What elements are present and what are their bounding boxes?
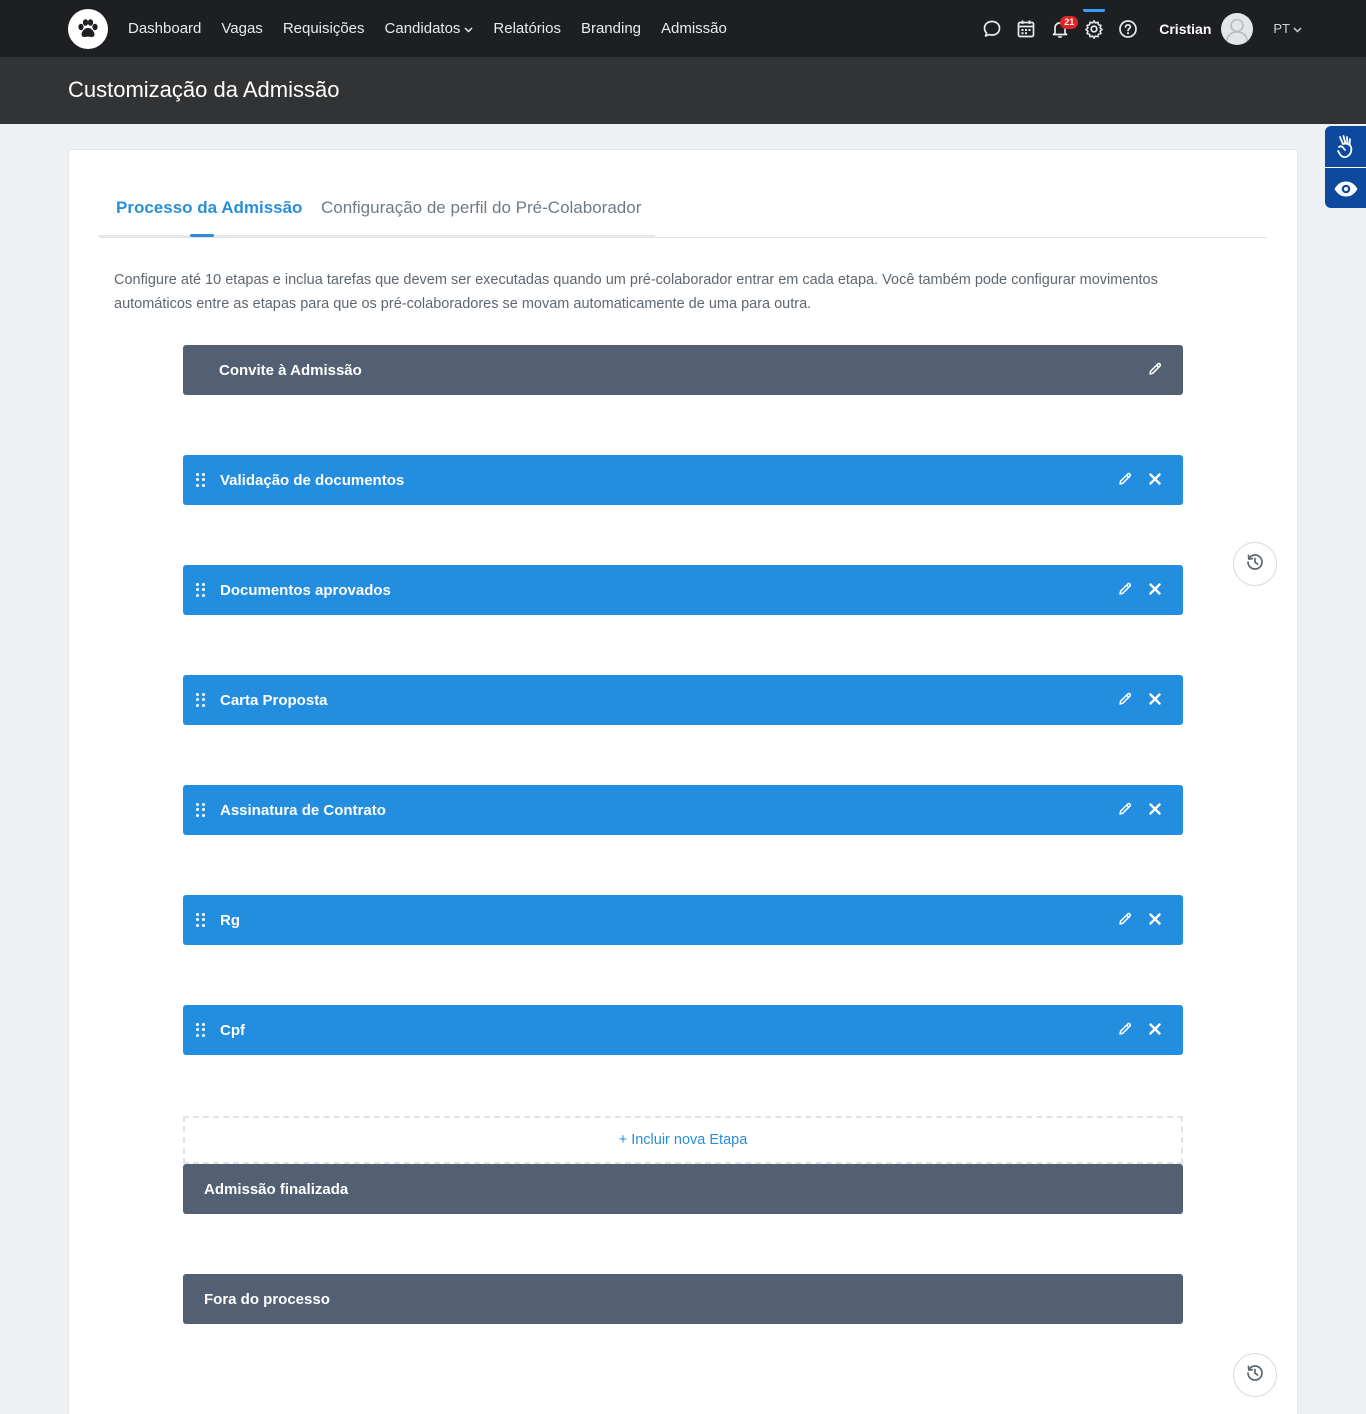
- close-icon[interactable]: [1147, 910, 1163, 928]
- drag-handle-icon[interactable]: [196, 803, 206, 817]
- stage-label: Assinatura de Contrato: [220, 801, 386, 819]
- stage-label: Documentos aprovados: [220, 581, 391, 599]
- intro-text: Configure até 10 etapas e inclua tarefas que devem ser executadas quando um pré-colaborador entrar em cada etapa. Você também pode configurar movimentos automáticos entre as etapas para que os pré-colaboradores se movam automaticamente de uma para outra.: [114, 272, 1158, 312]
- history-button[interactable]: [1233, 542, 1277, 586]
- history-button[interactable]: [1233, 1353, 1277, 1397]
- close-icon[interactable]: [1147, 470, 1163, 488]
- stage-label: Convite à Admissão: [219, 361, 362, 379]
- drag-handle-icon[interactable]: [196, 693, 206, 707]
- stage-item[interactable]: [183, 895, 1183, 945]
- close-icon[interactable]: [1147, 1020, 1163, 1038]
- notification-count-badge: 21: [1060, 16, 1078, 29]
- page-header: [0, 57, 1366, 124]
- pencil-icon[interactable]: [1147, 360, 1163, 378]
- language-selector[interactable]: PT: [1273, 21, 1302, 36]
- pencil-icon[interactable]: [1117, 690, 1133, 708]
- drag-handle-icon[interactable]: [196, 583, 206, 597]
- close-icon[interactable]: [1147, 800, 1163, 818]
- top-navbar: [0, 0, 1366, 57]
- nav-dashboard[interactable]: Dashboard: [128, 20, 202, 37]
- stage-actions: [1117, 1020, 1163, 1038]
- eye-icon[interactable]: [1325, 168, 1366, 209]
- history-icon: [1245, 552, 1265, 577]
- pencil-icon[interactable]: [1117, 580, 1133, 598]
- tab-perfil-pre-colaborador[interactable]: Configuração de perfil do Pré-Colaborador: [321, 198, 642, 217]
- divider: [99, 235, 655, 237]
- admission-customization-card: [68, 149, 1298, 1414]
- main-menu: [128, 0, 727, 57]
- nav-admissao[interactable]: Admissão: [661, 20, 727, 37]
- nav-branding[interactable]: Branding: [580, 20, 641, 37]
- close-icon[interactable]: [1147, 580, 1163, 598]
- stage-admissao-finalizada: [183, 1164, 1183, 1214]
- pencil-icon[interactable]: [1117, 910, 1133, 928]
- chevron-down-icon: [1293, 21, 1302, 36]
- stage-actions: [1117, 580, 1163, 598]
- tab-processo-admissao[interactable]: Processo da Admissão: [116, 198, 303, 217]
- pencil-icon[interactable]: [1117, 800, 1133, 818]
- stage-label: Admissão finalizada: [204, 1180, 349, 1198]
- history-icon: [1245, 1363, 1265, 1388]
- add-stage-button[interactable]: + Incluir nova Etapa: [183, 1116, 1183, 1164]
- settings-icon[interactable]: [1077, 9, 1111, 49]
- nav-requisicoes[interactable]: Requisições: [282, 20, 365, 37]
- calendar-icon[interactable]: [1009, 9, 1043, 49]
- stage-actions: [1117, 690, 1163, 708]
- page-title: Customização da Admissão: [68, 77, 340, 102]
- nav-vagas[interactable]: Vagas: [221, 20, 263, 37]
- stage-fora-do-processo: [183, 1274, 1183, 1324]
- close-icon[interactable]: [1147, 690, 1163, 708]
- sign-language-icon[interactable]: [1325, 126, 1366, 167]
- active-nav-indicator: [1083, 9, 1105, 12]
- tabs-bar: [99, 194, 1267, 238]
- drag-handle-icon[interactable]: [196, 1023, 206, 1037]
- stage-label: Fora do processo: [204, 1290, 330, 1308]
- user-name[interactable]: Cristian: [1159, 20, 1212, 37]
- accessibility-widget: [1325, 126, 1366, 208]
- pencil-icon[interactable]: [1117, 470, 1133, 488]
- chevron-down-icon: [464, 20, 473, 37]
- stage-item[interactable]: [183, 785, 1183, 835]
- stage-actions: [1117, 800, 1163, 818]
- stage-item[interactable]: [183, 1005, 1183, 1055]
- stage-actions: [1117, 470, 1163, 488]
- pencil-icon[interactable]: [1117, 1020, 1133, 1038]
- stage-label: Carta Proposta: [220, 691, 328, 709]
- stage-label: Validação de documentos: [220, 471, 405, 489]
- stage-item[interactable]: [183, 455, 1183, 505]
- nav-candidatos[interactable]: Candidatos: [385, 20, 474, 37]
- chat-icon[interactable]: [975, 9, 1009, 49]
- drag-handle-icon[interactable]: [196, 913, 206, 927]
- paw-logo-icon[interactable]: [68, 9, 108, 49]
- drag-handle-icon[interactable]: [196, 473, 206, 487]
- bell-icon[interactable]: [1043, 9, 1077, 49]
- stage-item[interactable]: [183, 565, 1183, 615]
- nav-right-tools: [975, 0, 1302, 57]
- help-icon[interactable]: [1111, 9, 1145, 49]
- nav-relatorios[interactable]: Relatórios: [493, 20, 561, 37]
- stage-label: Rg: [220, 911, 240, 929]
- stage-convite-admissao: [183, 345, 1183, 395]
- stage-item[interactable]: [183, 675, 1183, 725]
- stage-label: Cpf: [220, 1021, 245, 1039]
- avatar[interactable]: [1221, 13, 1253, 45]
- stage-actions: [1147, 360, 1163, 378]
- active-tab-indicator: [190, 234, 214, 237]
- stage-actions: [1117, 910, 1163, 928]
